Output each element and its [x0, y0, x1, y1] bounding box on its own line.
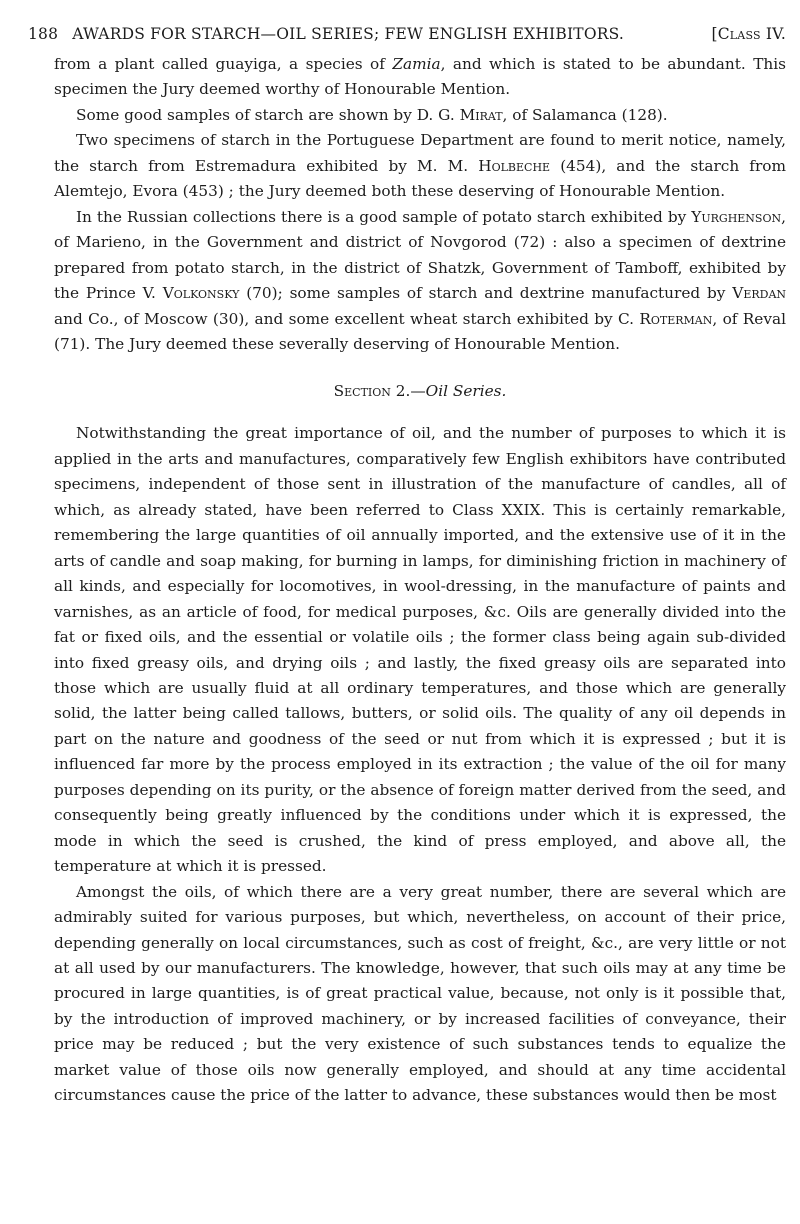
text-run: , of Marieno, in the Government and district of Novgorod (72) : also a specimen of dextrine prepared from potato starch, in the district of Shatzk, Government of Tamboff, exhibited by the Prince V. [54, 207, 786, 303]
text-run: , and which is stated to be abundant. This specimen the Jury deemed worthy of Honourable Mention. [54, 55, 786, 99]
paragraph [54, 103, 786, 128]
page-header [28, 22, 786, 48]
text-run: Two specimens of starch in the Portuguese Department are found to merit notice, namely, the starch from Estremadura exhibited by M. M. [54, 131, 786, 175]
book-page [28, 22, 786, 1109]
paragraph-group-oil [54, 421, 786, 1108]
text-run: , of Reval (71). The Jury deemed these severally deserving of Honourable Mention. [54, 309, 786, 353]
text-run: (70); some samples of starch and dextrine manufactured by [239, 284, 733, 303]
text-run: and Co., of Moscow (30), and some excellent wheat starch exhibited by C. [54, 309, 640, 328]
text-run: Amongst the oils, of which there are a very great number, there are several which are admirably suited for various purposes, but which, nevertheless, on account of their price, depending generally on local circumstances, such as cost of freight, &c., are very little or not at all used by our manufacturers. The knowledge, however, that such oils may at any time be procured in large quantities, is of great practical value, because, not only is it possible that, by the introduction of improved machinery, or by increased facilities of conveyance, their price may be reduced ; but the very existence of such substances tends to equalize the market value of those oils now generally employed, and should at any time accidental circumstances cause the price of the latter to advance, these substances would then be most [54, 882, 786, 1105]
page-number: 188 [28, 25, 59, 43]
text-run: , of Salamanca (128). [502, 105, 668, 124]
exhibitor-name: Volkonsky [162, 284, 240, 303]
paragraph [54, 880, 786, 1109]
paragraph [54, 128, 786, 204]
section-label: Section 2. [333, 382, 411, 401]
class-label: [Class IV. [711, 25, 786, 43]
text-run: (454), and the starch from Alemtejo, Evora (453) ; the Jury deemed both these deserving of Honourable Mention. [54, 156, 786, 201]
exhibitor-name: Roterman [639, 309, 713, 328]
body-text [54, 52, 786, 1109]
paragraph [54, 205, 786, 358]
section-dash: — [410, 382, 426, 401]
paragraph [54, 421, 786, 879]
exhibitor-name: Yurghenson [691, 207, 782, 226]
section-heading [54, 379, 786, 404]
text-run: from a plant called guayiga, a species of [54, 55, 393, 73]
text-run: In the Russian collections there is a good sample of potato starch exhibited by [76, 207, 692, 226]
text-run: Some good samples of starch are shown by D. G. [76, 105, 460, 124]
italic-term: Zamia [392, 55, 441, 73]
exhibitor-name: Holbeche [478, 156, 551, 175]
running-head: AWARDS FOR STARCH—OIL SERIES; FEW ENGLISH EXHIBITORS. [72, 25, 624, 43]
paragraph [54, 52, 786, 103]
paragraph-group-starch [54, 52, 786, 357]
text-run: Notwithstanding the great importance of oil, and the number of purposes to which it is applied in the arts and manufactures, comparatively few English exhibitors have contributed specimens, independent of those sent in illustration of the manufacture of candles, all of which, as already stated, have been referred to Class XXIX. This is certainly remarkable, remembering the large quantities of oil annually imported, and the extensive use of it in the arts of candle and soap making, for burning in lamps, for diminishing friction in machinery of all kinds, and especially for locomotives, in wool-dressing, in the manufacture of paints and varnishes, as an article of food, for medical purposes, &c. Oils are generally divided into the fat or fixed oils, and the essential or volatile oils ; the former class being again sub-divided into fixed greasy oils, and drying oils ; and lastly, the fixed greasy oils are separated into those which are usually fluid at all ordinary temperatures, and those which are generally solid, the latter being called tallows, butters, or solid oils. The quality of any oil depends in part on the nature and goodness of the seed or nut from which it is expressed ; but it is influenced far more by the process employed in its extraction ; the value of the oil for many purposes depending on its purity, or the absence of foreign matter derived from the seed, and consequently being greatly influenced by the conditions under which it is expressed, the mode in which the seed is crushed, the kind of press employed, and above all, the temperature at which it is pressed. [54, 424, 786, 876]
exhibitor-name: Verdan [732, 284, 787, 303]
exhibitor-name: Mirat [459, 105, 503, 124]
section-title: Oil Series. [425, 382, 507, 401]
